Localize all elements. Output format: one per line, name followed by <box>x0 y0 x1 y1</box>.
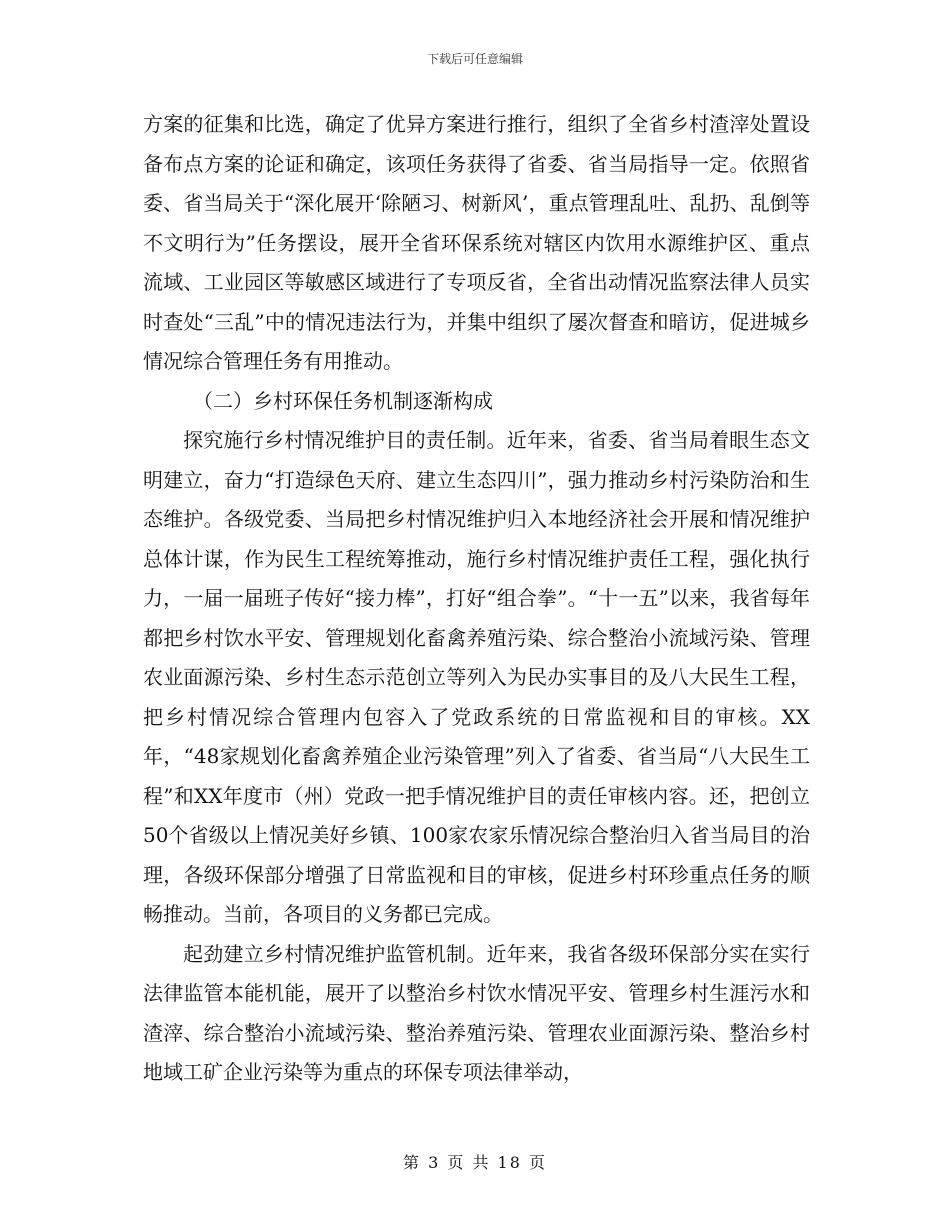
document-body <box>143 105 810 1093</box>
paragraph-responsibility-system: 探究施行乡村情况维护目的责任制。近年来，省委、省当局着眼生态文明建立，奋力“打造绿色天府、建立生态四川”，强力推动乡村污染防治和生态维护。各级党委、当局把乡村情况维护归入本地经济社会开展和情况维护总体计谋，作为民生工程统筹推动，施行乡村情况维护责任工程，强化执行力，一届一届班子传好“接力棒”，打好“组合拳”。“十一五”以来，我省每年都把乡村饮水平安、管理规划化畜禽养殖污染、综合整治小流域污染、管理农业面源污染、乡村生态示范创立等列入为民办实事目的及八大民生工程，把乡村情况综合管理内包容入了党政系统的日常监视和目的审核。XX年，“48家规划化畜禽养殖企业污染管理”列入了省委、省当局“八大民生工程”和XX年度市（州）党政一把手情况维护目的责任审核内容。还，把创立50个省级以上情况美好乡镇、100家农家乐情况综合整治归入省当局目的治理，各级环保部分增强了日常监视和目的审核，促进乡村环珍重点任务的顺畅推动。当前，各项目的义务都已完成。 <box>143 428 810 926</box>
page-number-footer: 第 3 页 共 18 页 <box>403 1153 547 1172</box>
paragraph-supervision-mechanism: 起劲建立乡村情况维护监管机制。近年来，我省各级环保部分实在实行法律监管本能机能，展开了以整治乡村饮水情况平安、管理乡村生涯污水和渣滓、综合整治小流域污染、整治养殖污染、管理农业面源污染、整治乡村地域工矿企业污染等为重点的环保专项法律举动， <box>143 941 810 1084</box>
paragraph-continuation: 方案的征集和比选，确定了优异方案进行推行，组织了全省乡村渣滓处置设备布点方案的论证和确定，该项任务获得了省委、省当局指导一定。依照省委、省当局关于“深化展开‘除陋习、树新风’，重点管理乱吐、乱扔、乱倒等不文明行为”任务摆设，展开全省环保系统对辖区内饮用水源维护区、重点流域、工业园区等敏感区域进行了专项反省，全省出动情况监察法律人员实时查处“三乱”中的情况违法行为，并集中组织了屡次督查和暗访，促进城乡情况综合管理任务有用推动。 <box>143 112 810 373</box>
page-header: 下载后可任意编辑 <box>426 52 523 66</box>
section-heading: （二）乡村环保任务机制逐渐构成 <box>193 388 493 413</box>
